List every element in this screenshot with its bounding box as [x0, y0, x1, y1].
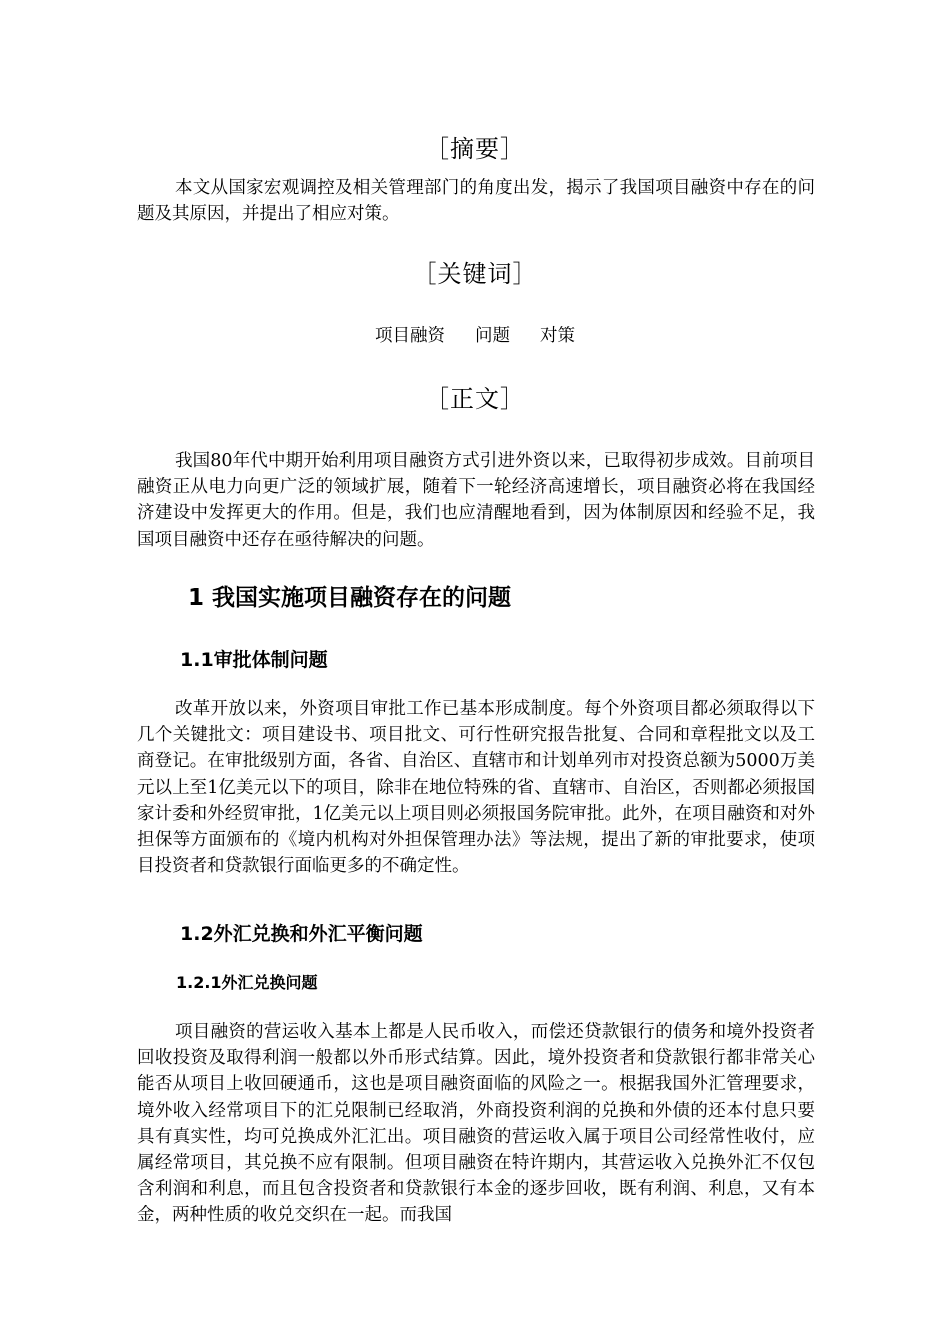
keywords-list: [0, 323, 950, 349]
abstract-heading: ［摘要］: [425, 135, 525, 163]
subsection-1-2-1-title: 1.2.1外汇兑换问题: [176, 973, 318, 992]
keyword-item: 项目融资: [375, 326, 445, 346]
intro-paragraph: 我国80年代中期开始利用项目融资方式引进外资以来，已取得初步成效。目前项目融资正从电力向更广泛的领域扩展，随着下一轮经济高速增长，项目融资必将在我国经济建设中发挥更大的作用。但是，我们也应清醒地看到，因为体制原因和经验不足，我国项目融资中还存在亟待解决的问题。: [137, 451, 815, 550]
body-heading: ［正文］: [425, 385, 525, 413]
keywords-heading: ［关键词］: [412, 260, 538, 288]
keyword-item: 问题: [475, 326, 510, 346]
subsection-1-1-text: 改革开放以来，外资项目审批工作已基本形成制度。每个外资项目都必须取得以下几个关键批文：项目建设书、项目批文、可行性研究报告批复、合同和章程批文以及工商登记。在审批级别方面，各省、自治区、直辖市和计划单列市对投资总额为5000万美元以上至1亿美元以下的项目，除非在地位特殊的省、直辖市、自治区，否则都必须报国家计委和外经贸审批，1亿美元以上项目则必须报国务院审批。此外，在项目融资和对外担保等方面颁布的《境内机构对外担保管理办法》等法规，提出了新的审批要求，使项目投资者和贷款银行面临更多的不确定性。: [137, 699, 815, 877]
subsection-1-2-1-text: 项目融资的营运收入基本上都是人民币收入，而偿还贷款银行的债务和境外投资者回收投资及取得利润一般都以外币形式结算。因此，境外投资者和贷款银行都非常关心能否从项目上收回硬通币，这也是项目融资面临的风险之一。根据我国外汇管理要求，境外收入经常项目下的汇兑限制已经取消，外商投资利润的兑换和外债的还本付息只要具有真实性，均可兑换成外汇汇出。项目融资的营运收入属于项目公司经常性收付，应属经常项目，其兑换不应有限制。但项目融资在特许期内，其营运收入兑换外汇不仅包含利润和利息，而且包含投资者和贷款银行本金的逐步回收，既有利润、利息，又有本金，两种性质的收兑交织在一起。而我国: [137, 1022, 815, 1226]
subsection-1-2-title: 1.2外汇兑换和外汇平衡问题: [180, 923, 423, 945]
section-1-title: 1 我国实施项目融资存在的问题: [188, 585, 512, 611]
abstract-text: 本文从国家宏观调控及相关管理部门的角度出发，揭示了我国项目融资中存在的问题及其原因，并提出了相应对策。: [137, 178, 815, 225]
subsection-1-1-title: 1.1审批体制问题: [180, 649, 328, 671]
keyword-item: 对策: [540, 326, 575, 346]
